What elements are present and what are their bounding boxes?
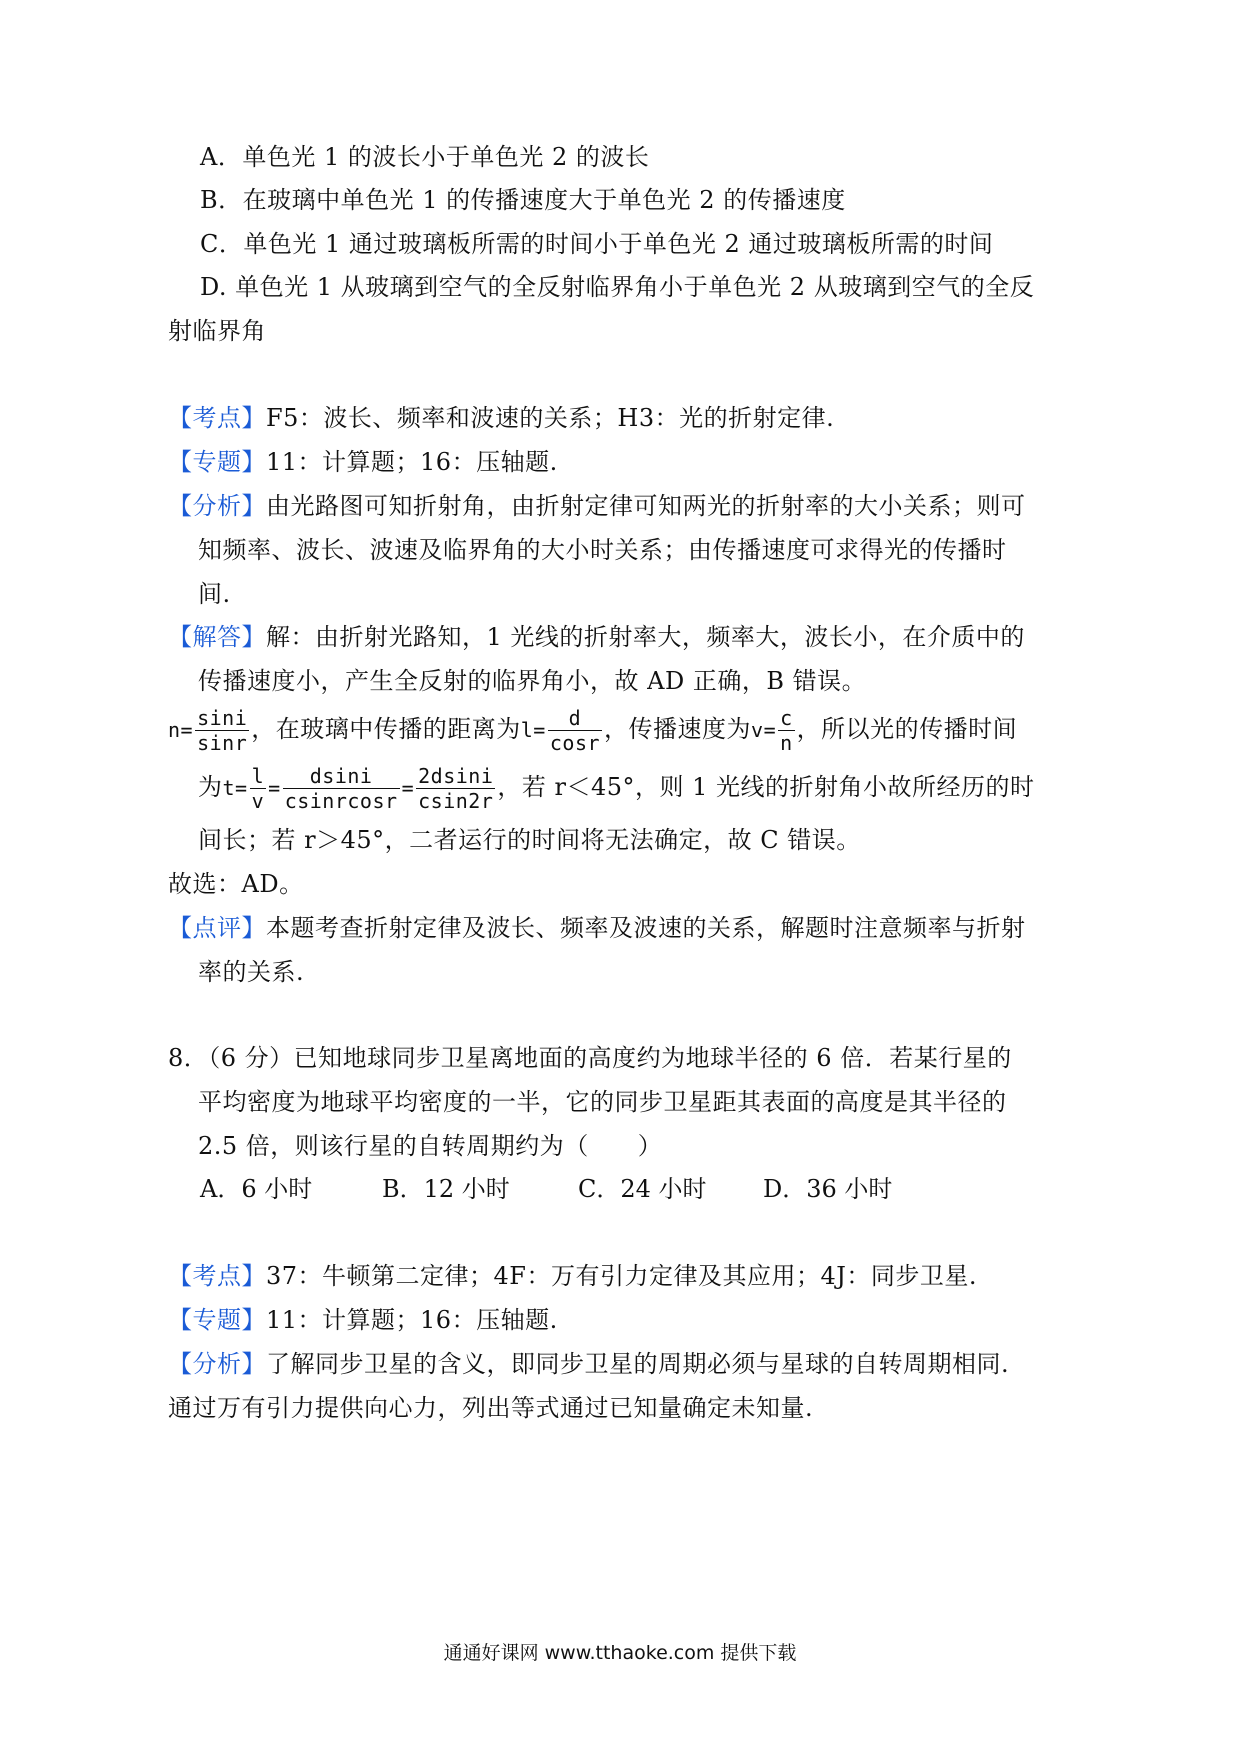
formula-n-fraction (195, 706, 249, 755)
formula-t1-den: v (251, 789, 265, 813)
kaodian-text: F5：波长、频率和波速的关系；H3：光的折射定律. (266, 404, 835, 432)
zhuanti-tag: 【专题】 (168, 1306, 266, 1334)
formula-text-3: ，所以光的传播时间 (796, 715, 1018, 743)
formula-text-1: ，在玻璃中传播的距离为 (251, 715, 521, 743)
formula-l-fraction (548, 706, 602, 755)
formula-n-num: sini (197, 706, 248, 730)
page-footer: 通通好课网 www.tthaoke.com 提供下载 (443, 1642, 797, 1664)
q7-option-d-line2: 射临界角 (168, 317, 266, 345)
fenxi-text-1: 了解同步卫星的含义，即同步卫星的周期必须与星球的自转周期相同. (266, 1350, 1010, 1378)
formula-t1-num: l (251, 764, 265, 788)
formula-l-den: cosr (549, 731, 601, 755)
dianping-text-1: 本题考查折射定律及波长、频率及波速的关系，解题时注意频率与折射 (266, 914, 1026, 942)
q8-option-c: C．24 小时 (578, 1175, 707, 1203)
q8-stem-line2: 平均密度为地球平均密度的一半，它的同步卫星距其表面的高度是其半径的 (198, 1088, 1007, 1116)
q7-option-b: B．在玻璃中单色光 1 的传播速度大于单色光 2 的传播速度 (200, 186, 846, 214)
formula-t-lhs: t= (222, 776, 248, 800)
q7-dianping-line1 (168, 911, 1026, 945)
formula-v-lhs: v= (751, 718, 777, 742)
jieda-tag: 【解答】 (168, 623, 266, 651)
kaodian-tag: 【考点】 (168, 404, 266, 432)
q7-jieda-line4: 间长；若 r＞45°，二者运行的时间将无法确定，故 C 错误。 (198, 826, 861, 854)
formula-l-lhs: l= (520, 718, 546, 742)
formula-t3-den: csin2r (418, 789, 494, 813)
formula-l-num: d (568, 706, 582, 730)
zhuanti-text: 11：计算题；16：压轴题. (266, 1306, 558, 1334)
q8-fenxi-line2: 通过万有引力提供向心力，列出等式通过已知量确定未知量. (168, 1394, 814, 1422)
q8-stem-line1: 8．（6 分）已知地球同步卫星离地面的高度约为地球半径的 6 倍．若某行星的 (168, 1044, 1012, 1072)
formula-v-fraction (778, 706, 795, 755)
q7-option-d-line1: D. 单色光 1 从玻璃到空气的全反射临界角小于单色光 2 从玻璃到空气的全反 (200, 273, 1035, 301)
zhuanti-tag: 【专题】 (168, 448, 266, 476)
q8-stem-line3: 2.5 倍，则该行星的自转周期约为（ ） (198, 1132, 663, 1160)
q8-zhuanti (168, 1303, 558, 1337)
q8-option-a: A．6 小时 (200, 1175, 313, 1203)
formula-eq-2: = (401, 776, 415, 800)
formula-v-den: n (780, 731, 793, 755)
fenxi-tag: 【分析】 (168, 1350, 266, 1378)
q7-option-c: C．单色光 1 通过玻璃板所需的时间小于单色光 2 通过玻璃板所需的时间 (200, 230, 994, 258)
formula-text-4: ，若 r＜45°，则 1 光线的折射角小故所经历的时 (497, 773, 1035, 801)
q7-formula-line2 (198, 760, 1035, 815)
q7-formula-line1 (168, 702, 1017, 757)
q7-guxuan: 故选：AD。 (168, 870, 304, 898)
fenxi-tag: 【分析】 (168, 492, 266, 520)
formula-t3-num: 2dsini (418, 764, 494, 788)
formula-v-num: c (780, 706, 793, 730)
formula-eq-1: = (268, 776, 281, 800)
q8-option-d: D．36 小时 (763, 1175, 893, 1203)
q8-option-b: B．12 小时 (382, 1175, 510, 1203)
q7-kaodian (168, 401, 834, 435)
formula-wei: 为 (198, 773, 223, 801)
jieda-text-1: 解：由折射光路知，1 光线的折射率大，频率大，波长小，在介质中的 (266, 623, 1025, 651)
q7-fenxi-line1 (168, 489, 1026, 523)
fenxi-text-1: 由光路图可知折射角，由折射定律可知两光的折射率的大小关系；则可 (266, 492, 1026, 520)
q7-zhuanti (168, 445, 558, 479)
q7-fenxi-line3: 间. (198, 580, 231, 608)
q8-kaodian (168, 1259, 977, 1293)
formula-t1-fraction (250, 764, 267, 813)
formula-n-lhs: n= (168, 718, 194, 742)
formula-t2-num: dsini (309, 764, 373, 788)
zhuanti-text: 11：计算题；16：压轴题. (266, 448, 558, 476)
q7-fenxi-line2: 知频率、波长、波速及临界角的大小时关系；由传播速度可求得光的传播时 (198, 536, 1007, 564)
q7-dianping-line2: 率的关系. (198, 958, 305, 986)
formula-t3-fraction (416, 764, 495, 813)
kaodian-text: 37：牛顿第二定律；4F：万有引力定律及其应用；4J：同步卫星. (266, 1262, 977, 1290)
kaodian-tag: 【考点】 (168, 1262, 266, 1290)
q7-option-a: A．单色光 1 的波长小于单色光 2 的波长 (200, 143, 650, 171)
dianping-tag: 【点评】 (168, 914, 266, 942)
q7-jieda-line1 (168, 620, 1025, 654)
formula-t2-fraction (283, 764, 400, 813)
formula-text-2: ，传播速度为 (604, 715, 752, 743)
formula-t2-den: csinrcosr (284, 789, 398, 813)
q7-jieda-line2: 传播速度小，产生全反射的临界角小，故 AD 正确，B 错误。 (198, 667, 867, 695)
formula-n-den: sinr (197, 731, 248, 755)
q8-fenxi-line1 (168, 1347, 1009, 1381)
